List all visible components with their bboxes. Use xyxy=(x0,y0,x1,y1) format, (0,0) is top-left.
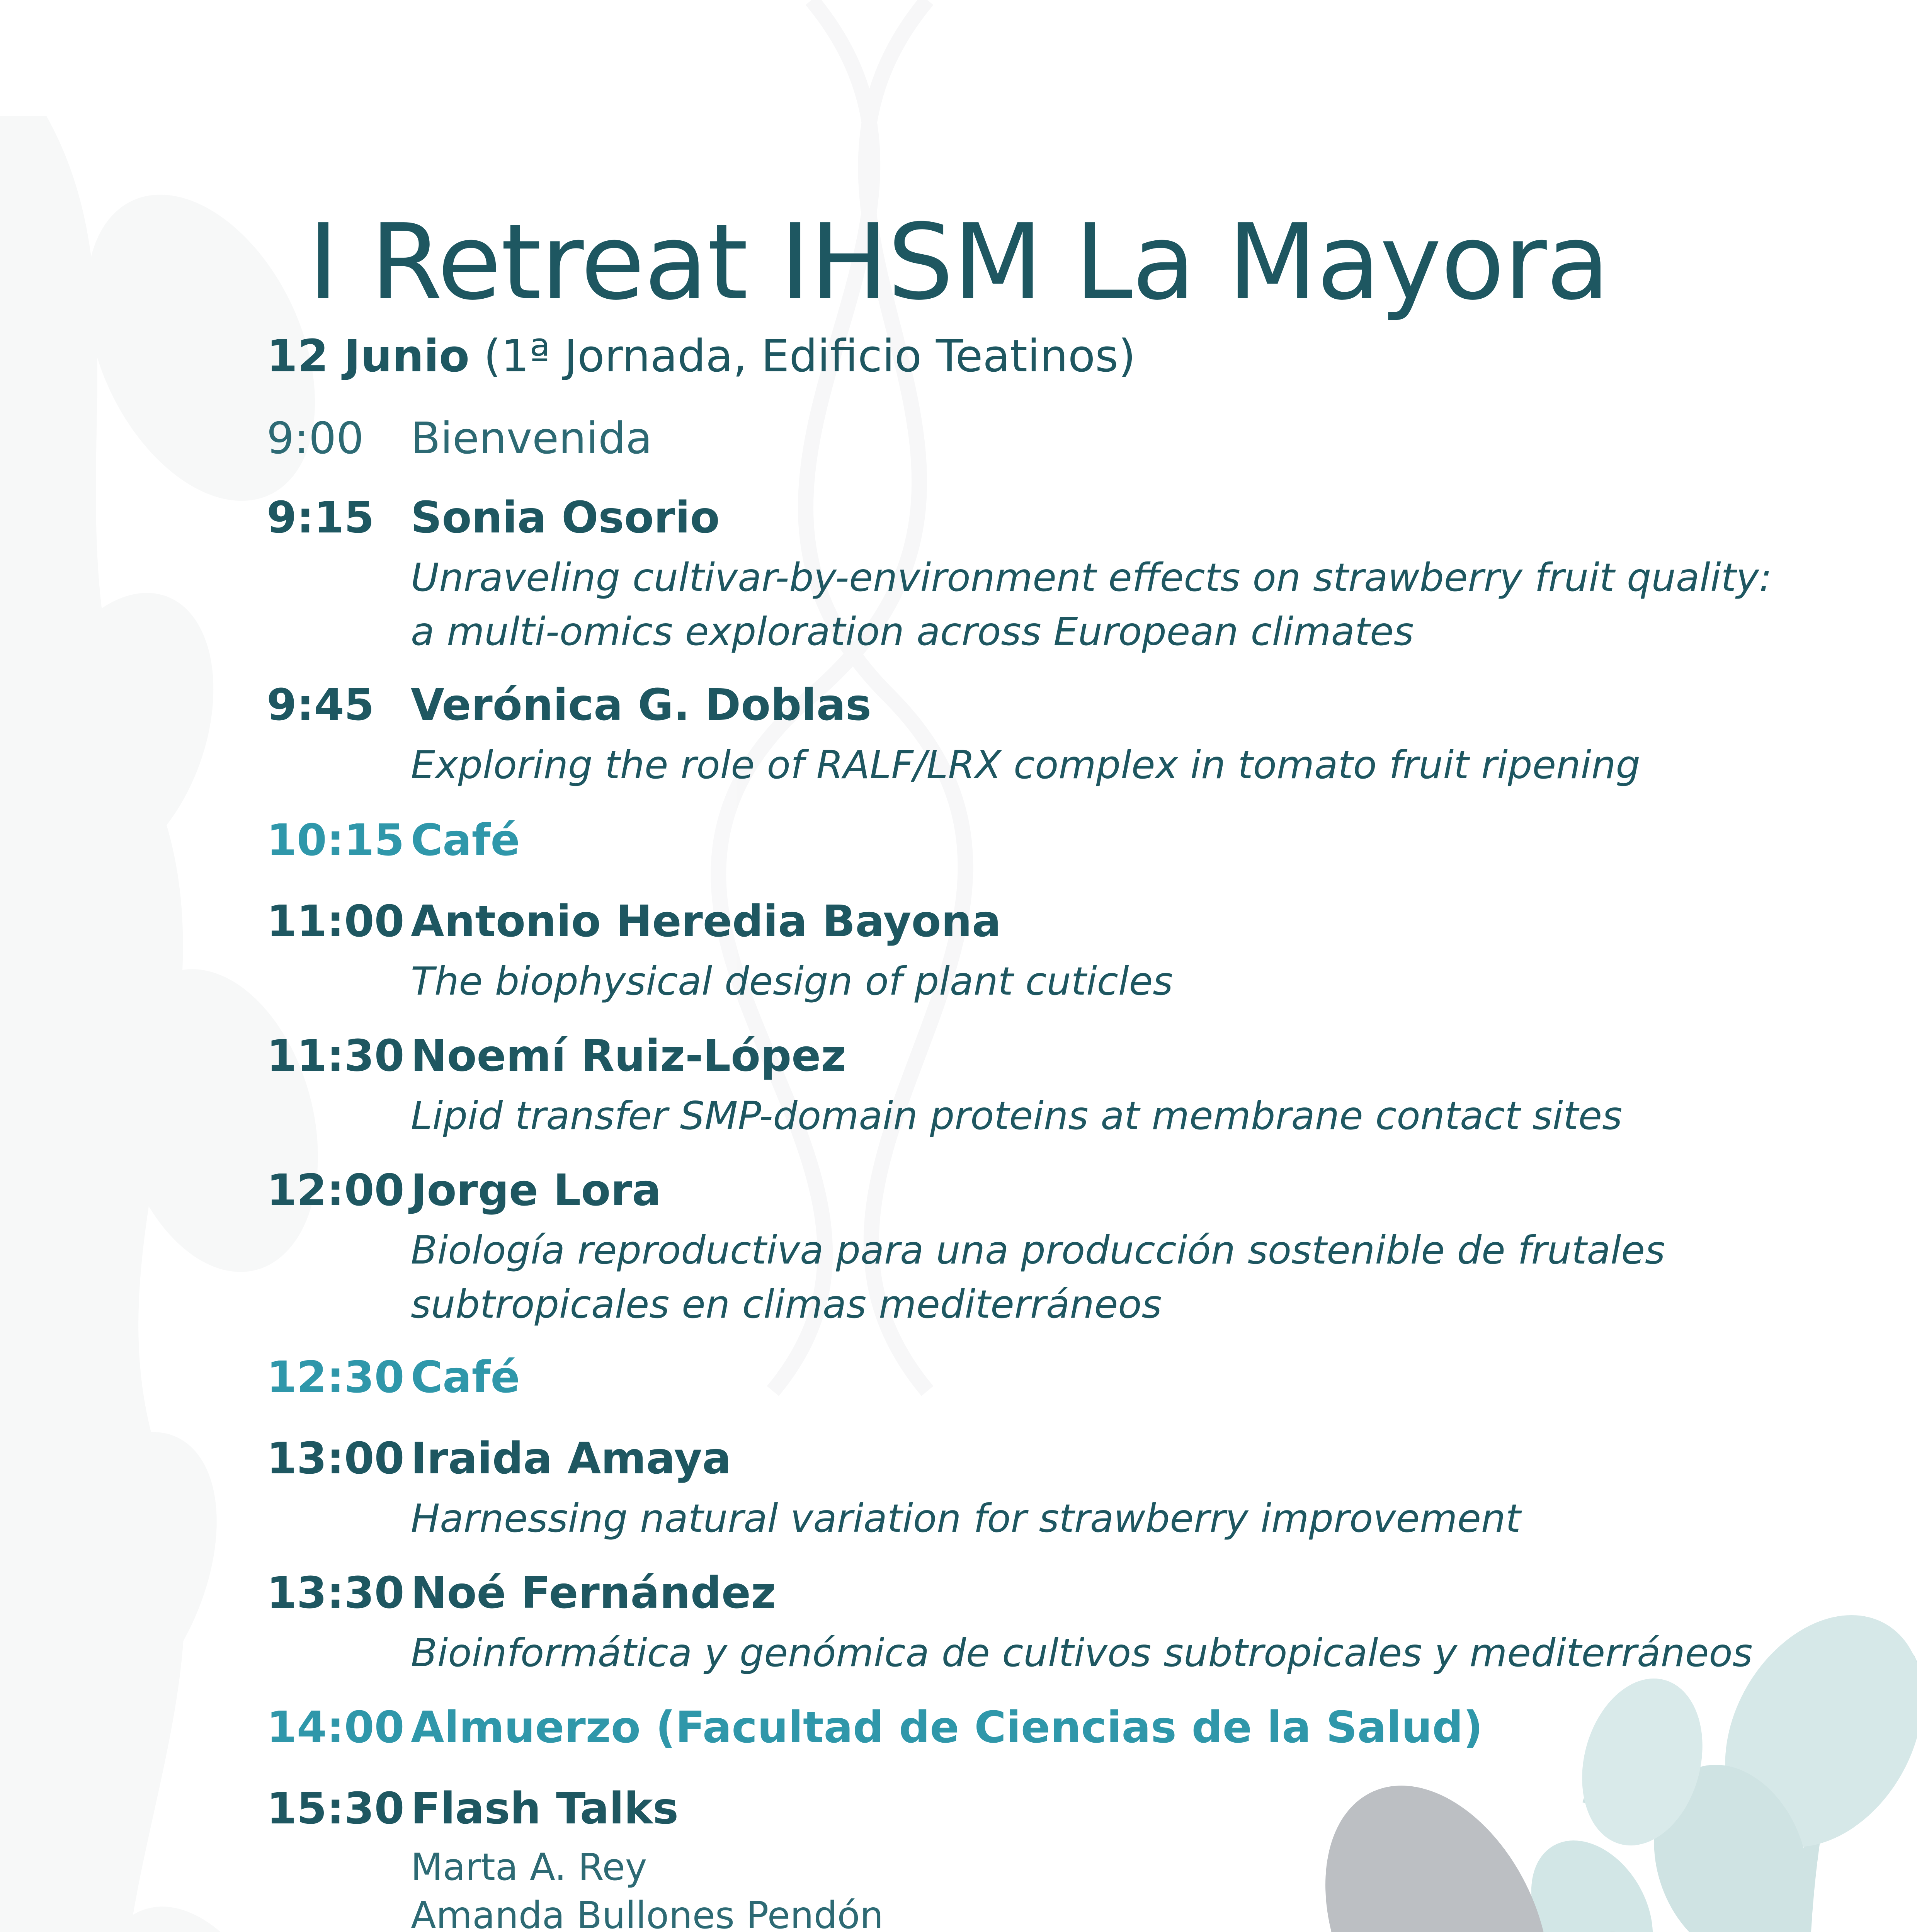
entry-label: Almuerzo (Facultad de Ciencias de la Salud) xyxy=(411,1702,1483,1753)
talk-title: Unraveling cultivar-by-environment effects on strawberry fruit quality: xyxy=(411,555,1772,600)
entry-time: 9:15 xyxy=(267,493,374,543)
entry-label: Café xyxy=(411,815,520,866)
entry-time: 10:15 xyxy=(267,815,405,866)
day-date: 12 Junio xyxy=(267,330,470,382)
speaker-name: Jorge Lora xyxy=(411,1165,662,1216)
entry-label: Bienvenida xyxy=(411,413,652,464)
entry-time: 14:00 xyxy=(267,1702,405,1753)
entry-time: 11:30 xyxy=(267,1031,405,1081)
talk-title: subtropicales en climas mediterráneos xyxy=(411,1282,1162,1327)
day-detail: (1ª Jornada, Edificio Teatinos) xyxy=(469,330,1136,382)
day-heading xyxy=(267,330,1136,382)
entry-time: 11:00 xyxy=(267,896,405,947)
entry-time: 13:30 xyxy=(267,1568,405,1618)
talk-title: Lipid transfer SMP-domain proteins at membrane contact sites xyxy=(411,1093,1623,1138)
entry-time: 15:30 xyxy=(267,1784,405,1834)
entry-time: 9:45 xyxy=(267,680,374,730)
speaker-name: Flash Talks xyxy=(411,1784,679,1834)
talk-title: a multi-omics exploration across European climates xyxy=(411,609,1414,654)
entry-time: 12:30 xyxy=(267,1352,405,1403)
speaker-name: Antonio Heredia Bayona xyxy=(411,896,1001,947)
entry-time: 12:00 xyxy=(267,1165,405,1216)
speaker-name: Iraida Amaya xyxy=(411,1434,731,1484)
talk-title: Biología reproductiva para una producción sostenible de frutales xyxy=(411,1228,1665,1273)
flash-talk-speaker: Marta A. Rey xyxy=(411,1845,647,1889)
talk-title: The biophysical design of plant cuticles xyxy=(411,959,1173,1004)
flash-talk-speaker: Amanda Bullones Pendón xyxy=(411,1894,884,1932)
speaker-name: Verónica G. Doblas xyxy=(411,680,871,730)
page-title: I Retreat IHSM La Mayora xyxy=(308,201,1609,323)
speaker-name: Sonia Osorio xyxy=(411,493,720,543)
talk-title: Exploring the role of RALF/LRX complex in tomato fruit ripening xyxy=(411,742,1641,787)
speaker-name: Noé Fernández xyxy=(411,1568,776,1618)
talk-title: Bioinformática y genómica de cultivos subtropicales y mediterráneos xyxy=(411,1630,1753,1675)
talk-title: Harnessing natural variation for strawberry improvement xyxy=(411,1496,1521,1541)
entry-time: 9:00 xyxy=(267,413,364,464)
speaker-name: Noemí Ruiz-López xyxy=(411,1031,846,1081)
entry-time: 13:00 xyxy=(267,1434,405,1484)
flash-talks-list xyxy=(411,1843,978,1932)
entry-label: Café xyxy=(411,1352,520,1403)
